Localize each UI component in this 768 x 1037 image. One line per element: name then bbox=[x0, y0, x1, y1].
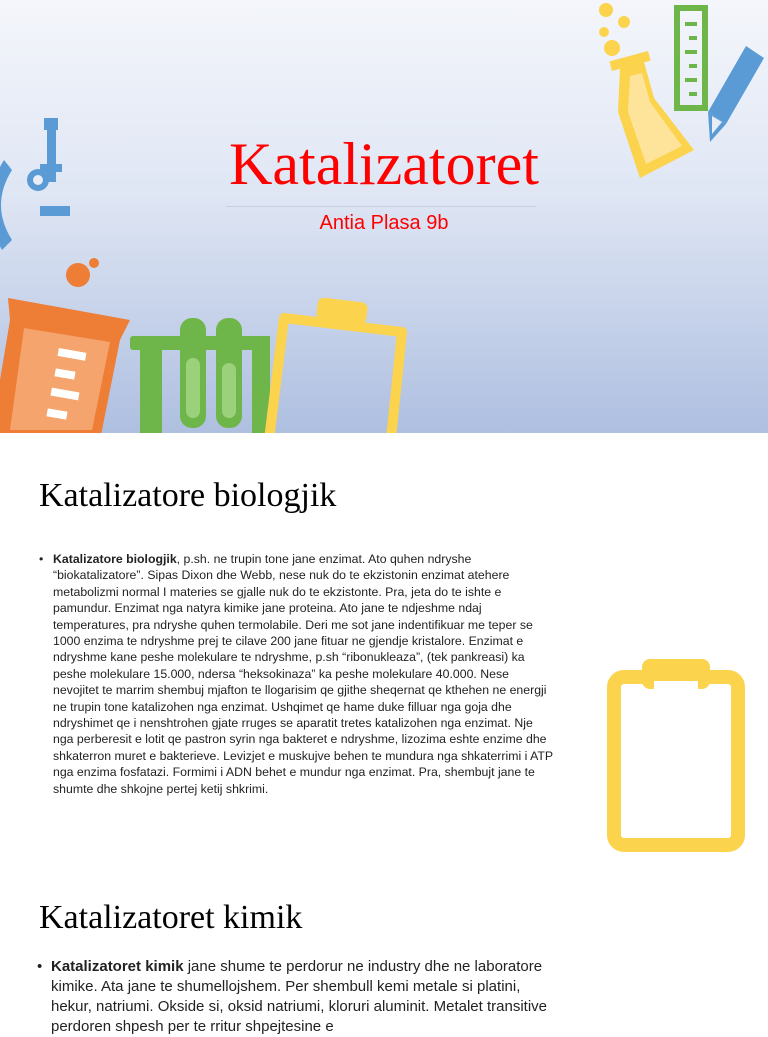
bullet-text: , p.sh. ne trupin tone jane enzimat. Ato quhen ndryshe “biokatalizatore”. Sipas Dixon dhe Webb, nese nuk do te ekzistonin enzimat atehere metabolizmi normal I materies se gjalle nuk do te ekzistonte. Pra, jeta do te ishte e pamundur. Enzimat nga natyra kimike jane proteina. Ato jane te ndjeshme ndaj temperatures, pra ndryshe quhen termolabile. Deri me sot jane indentifikuar me teper se 1000 enzima te ndryshme prej te cilave 200 jane fituar ne gjendje kristalore. Enzimat e ndryshme kane peshe molekulare te ndryshme, p.sh “ribonukleaza”, (tek pankreasi) ka peshe molekulare 15.000, ndersa “heksokinaza” ka peshe molekulare 40.000. Nese nevojitet te marrim shembuj mjafton te llogarisim qe gjithe sheqernat qe kthehen ne energji ne trupin tone katalizohen nga enzimat. Ushqimet qe hame duke filluar nga goja dhe ndryshimet qe i nenshtrohen gjate rruges se aparatit tretes katalizohen nga enzimat. Nje nga perberesit e lotit qe pastron syrin nga bakteret e ndryshme, lizozima eshte enzime dhe shkaterron muret e bakterieve. Levizjet e muskujve behen te mundura nga shkaterrimi i ATP nga enzima fosfatazi. Formimi i ADN behet e mundur nga enzimat. Pra, shembujt jane te shumte dhe shkojne pertej ketij shkrimi. bbox=[53, 552, 553, 796]
clipboard-icon bbox=[262, 298, 422, 438]
bullet-text: jane shume te perdorur ne industry dhe ne laboratore kimike. Ata jane te shumellojshem. Per shembull kemi metale si platini, hekur, natriumi. Okside si, oksid natriumi, kloruri aluminit. Metalet transitive perdoren shpesh per te rritur shpejtesine e bbox=[51, 958, 548, 1035]
clipboard-icon bbox=[606, 657, 746, 853]
slide-title: Katalizatoret bbox=[229, 131, 539, 197]
bullet-marker: • bbox=[39, 552, 44, 566]
bullet-paragraph bbox=[39, 551, 553, 797]
biological-catalysts-slide bbox=[0, 433, 768, 873]
bullet-marker: • bbox=[37, 958, 43, 975]
bullet-lead: Katalizatore biologjik bbox=[53, 552, 177, 566]
test-tubes-icon bbox=[130, 318, 280, 433]
beaker-icon bbox=[0, 280, 145, 433]
chemical-catalysts-slide bbox=[0, 873, 768, 1035]
slide-subtitle: Antia Plasa 9b bbox=[319, 212, 449, 234]
title-slide bbox=[0, 0, 768, 433]
bullet-paragraph bbox=[37, 957, 551, 1037]
title-divider bbox=[226, 206, 536, 207]
slide-heading: Katalizatoret kimik bbox=[39, 899, 303, 936]
slide-heading: Katalizatore biologjik bbox=[39, 477, 337, 514]
bullet-lead: Katalizatoret kimik bbox=[51, 958, 184, 975]
